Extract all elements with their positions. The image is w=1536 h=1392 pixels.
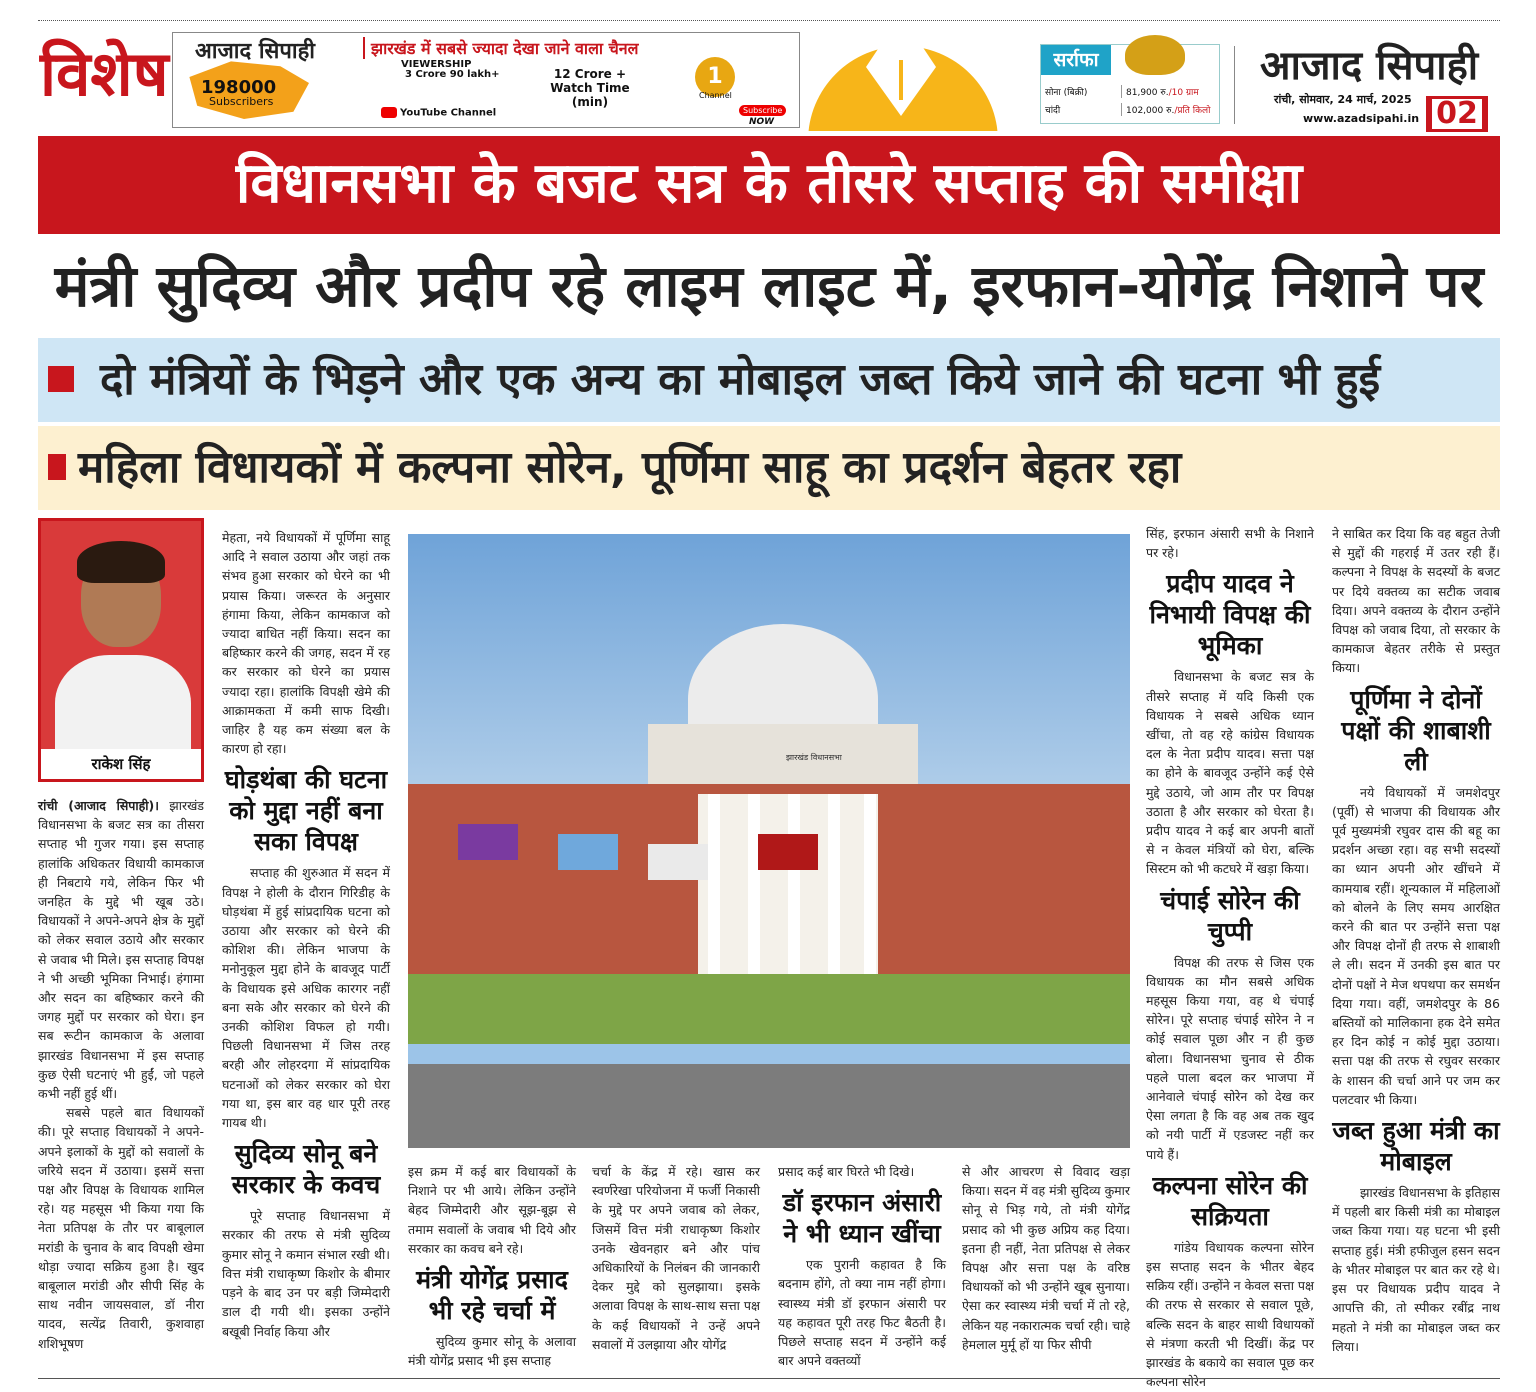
main-headline: मंत्री सुदिव्य और प्रदीप रहे लाइम लाइट में, इरफान-योगेंद्र निशाने पर bbox=[54, 252, 1484, 320]
page-number-badge bbox=[1426, 96, 1488, 132]
subheadline-1 bbox=[38, 338, 1500, 422]
rank-channel-label: Channel bbox=[699, 91, 732, 100]
paragraph: इस क्रम में कई बार विधायकों के निशाने पर भी आये। लेकिन उन्होंने बेहद जिम्मेदारी और सूझ-बूझ से तमाम सवालों के जवाब भी दिये और सरकार का कवच बने रहे। bbox=[408, 1164, 576, 1256]
paragraph: ने साबित कर दिया कि वह बहुत तेजी से मुद्दों की गहराई में उतर रही हैं। कल्पना ने विपक्ष के सदस्यों के बजट पर दिये वक्तव्य का सटीक जवाब दिया। अपने वक्तव्य के दौरान उन्होंने विपक्ष को जवाब दिया, तो सरकार के कामकाज बेहतर तरीके से प्रस्तुत किया। bbox=[1332, 526, 1500, 676]
sarafa-price-value: 102,000 रु. bbox=[1126, 106, 1175, 116]
pen-nib-slit bbox=[899, 60, 903, 100]
article-column-4 bbox=[592, 1162, 760, 1354]
ad-viewership-label: VIEWERSHIP bbox=[401, 59, 472, 70]
youtube-ad-banner[interactable] bbox=[172, 32, 800, 128]
article-column-8 bbox=[1332, 524, 1500, 1356]
gold-bag-icon bbox=[1125, 35, 1185, 75]
subheading: चंपाई सोरेन की चुप्पी bbox=[1160, 885, 1300, 946]
article-column-5 bbox=[778, 1162, 946, 1370]
paragraph bbox=[38, 796, 204, 1103]
photo-lawn bbox=[408, 974, 1130, 1044]
rank-badge: 1 bbox=[695, 57, 735, 97]
paragraph: सप्ताह की शुरुआत में सदन में विपक्ष ने होली के दौरान गिरिडीह के घोड़थंबा में हुई सांप्रदायिक घटना को उठाया और सरकार को घेरने की कोशिश की। लेकिन भाजपा के मनोनुकूल मुद्दा होने के बावजूद पार्टी के विधायक इसे अधिक कारगर नहीं बना सके और सरकार को घेरने की उनकी कोशिश विफल हो गयी। पिछली विधानसभा में जिस तरह बरही और लोहरदगा में सांप्रदायिक घटनाओं को लेकर सरकार को घेरा गया था, इस बार वह धार पूरी तरह गायब थी। bbox=[222, 865, 390, 1131]
sarafa-unit: /प्रति किलो bbox=[1174, 106, 1211, 116]
sarafa-price bbox=[1121, 85, 1199, 98]
paragraph: गांडेय विधायक कल्पना सोरेन इस सप्ताह सदन के भीतर बेहद सक्रिय रहीं। उन्होंने न केवल सत्ता पक्ष की तरफ से सरकार से सवाल पूछे, बल्कि सदन के बाहर साथी विधायकों से मंत्रणा करती भी दिखीं। केंद्र पर झारखंड के बकाये का सवाल पूछ कर कल्पना सोरेन bbox=[1146, 1239, 1314, 1390]
paragraph: सबसे पहले बात विधायकों की। पूरे सप्ताह विधायकों ने अपने-अपने इलाकों के मुद्दों को सवालों के जरिये सदन में उठाया। इसमें सत्ता पक्ष और विपक्ष के विधायक शामिल रहे। यह महसूस भी किया गया कि नेता प्रतिपक्ष के तौर पर बाबूलाल मरांडी के चुनाव के बाद विपक्षी खेमा थोड़ा ज्यादा सक्रिय हुआ है। खुद बाबूलाल मरांडी और सीपी सिंह के साथ नवीन जायसवाल, डॉ नीरा यादव, सत्येंद्र तिवारी, कुशवाहा शशिभूषण bbox=[38, 1105, 204, 1351]
assembly-building-photo bbox=[408, 534, 1130, 1148]
subheading: जब्त हुआ मंत्री का मोबाइल bbox=[1332, 1116, 1500, 1177]
photo-pillar bbox=[748, 794, 760, 984]
subheadline-2 bbox=[38, 426, 1500, 510]
page-number: 02 bbox=[1432, 99, 1482, 129]
author-photo bbox=[38, 518, 204, 782]
ad-channel-name: आजाद सिपाही bbox=[195, 39, 315, 64]
article-column-1 bbox=[38, 796, 204, 1353]
article-column-6 bbox=[962, 1162, 1130, 1354]
sarafa-unit: /10 ग्राम bbox=[1168, 88, 1199, 98]
dateline-lead: रांची (आजाद सिपाही)। bbox=[38, 798, 159, 813]
article-column-2 bbox=[222, 528, 390, 1341]
article-column-3 bbox=[408, 1162, 576, 1370]
paragraph: झारखंड विधानसभा के इतिहास में पहली बार किसी मंत्री का मोबाइल जब्त किया गया। यह घटना भी इसी सप्ताह हुई। मंत्री हफीजुल हसन सदन के भीतर मोबाइल पर बात कर रहे थे। इस पर विधायक प्रदीप यादव ने आपत्ति की, तो स्पीकर रबींद्र नाथ महतो ने मंत्री का मोबाइल जब्त कर लिया। bbox=[1332, 1185, 1500, 1354]
dateline: रांची, सोमवार, 24 मार्च, 2025 bbox=[1274, 93, 1412, 106]
subheadline-2-text: महिला विधायकों में कल्पना सोरेन, पूर्णिमा साहू का प्रदर्शन बेहतर रहा bbox=[78, 442, 1182, 493]
paragraph: सुदिव्य कुमार सोनू के अलावा मंत्री योगेंद्र प्रसाद भी इस सप्ताह bbox=[408, 1334, 576, 1369]
top-rule bbox=[38, 20, 1500, 21]
ad-viewership-value: 3 Crore 90 lakh+ bbox=[405, 69, 500, 80]
subheading: सुदिव्य सोनू बने सरकार के कवच bbox=[231, 1139, 381, 1200]
photo-pillar bbox=[828, 794, 840, 984]
paragraph: नये विधायकों में जमशेदपुर (पूर्वी) से भाजपा की विधायक और पूर्व मुख्यमंत्री रघुवर दास की बहू का प्रदर्शन अच्छा रहा। वह सभी सदस्यों का ध्यान अपनी ओर खींचने में कामयाब रहीं। शून्यकाल में महिलाओं को बोलने के लिए समय आरक्षित करने की बात पर उन्होंने सत्ता पक्ष और विपक्ष दोनों ही तरफ से शाबाशी ले ली। सदन में उनकी इस बात पर दोनों पक्षों ने मेज थपथपा कर समर्थन दिया गया। वहीं, जमशेदपुर के 86 बस्तियों को मालिकाना हक देने समेत हर दिन कोई न कोई मुद्दा उठाया। सत्ता पक्ष की तरफ से रघुवर सरकार के शासन की चर्चा आने पर जम कर पलटवार भी किया। bbox=[1332, 784, 1500, 1107]
subscribe-now-label: NOW bbox=[749, 117, 775, 127]
paragraph: एक पुरानी कहावत है कि बदनाम होंगे, तो क्या नाम नहीं होगा। स्वास्थ्य मंत्री डॉ इरफान अंसारी पर यह कहावत पूरी तरह फिट बैठती है। पिछले सप्ताह सदन में उन्होंने कई बार अपने वक्तव्यों bbox=[778, 1257, 946, 1369]
youtube-icon bbox=[381, 107, 397, 118]
paragraph: विपक्ष की तरफ से जिस एक विधायक का मौन सबसे अधिक महसूस किया गया, वह थे चंपाई सोरेन। पूरे सप्ताह चंपाई सोरेन ने न कोई सवाल पूछा और न ही कुछ बोला। विधानसभा चुनाव से ठीक पहले पाला बदल कर भाजपा में आनेवाले चंपाई सोरेन को देख कर ऐसा लगता है कि वह अब तक खुद को नयी पार्टी में एडजस्ट नहीं कर पाये हैं। bbox=[1146, 954, 1314, 1162]
paragraph: प्रसाद कई बार घिरते भी दिखे। bbox=[778, 1164, 915, 1179]
paragraph-text: झारखंड विधानसभा के बजट सत्र का तीसरा सप्ताह भी गुजर गया। इस सप्ताह हालांकि अधिकतर विधायी कामकाज ही निबटाये गये, लेकिन फिर भी जनहित के मुद्दे भी खूब उठे। विधायकों ने अपने-अपने क्षेत्र के मुद्दों को लेकर सवाल उठाये और सरकार से जवाब भी मिले। इस सप्ताह विपक्ष ने भी अच्छी भूमिका निभाई। हंगामा और सदन का बहिष्कार करने की जगह मुद्दों पर सरकार को घेरा। इन सब रूटीन कामकाज के अलावा झारखंड विधानसभा में इस सप्ताह कुछ ऐसी घटनाएं भी हुईं, जो पहले कभी नहीं हुई थीं। bbox=[38, 798, 204, 1102]
subscribe-button[interactable]: Subscribe bbox=[739, 105, 786, 116]
subheading: घोड़थंबा की घटना को मुद्दा नहीं बना सका विपक्ष bbox=[224, 765, 388, 857]
subheading: कल्पना सोरेन की सक्रियता bbox=[1152, 1170, 1308, 1231]
flag-purple bbox=[458, 824, 518, 860]
ad-divider bbox=[363, 37, 365, 59]
sarafa-box bbox=[1040, 44, 1220, 124]
flag-white bbox=[648, 844, 708, 880]
paragraph: पूरे सप्ताह विधानसभा में सरकार की तरफ से मंत्री सुदिव्य कुमार सोनू ने कमान संभाल रखी थी। वित्त मंत्री राधाकृष्ण किशोर के बीमार पड़ने के बाद उन पर बड़ी जिम्मेदारी डाल दी गयी थी। इसका उन्होंने बखूबी निर्वाह किया और bbox=[222, 1208, 390, 1339]
flag-red bbox=[758, 834, 818, 870]
ad-slogan: झारखंड में सबसे ज्यादा देखा जाने वाला चैनल bbox=[371, 39, 639, 58]
subheadline-1-bar bbox=[38, 338, 1500, 422]
bullet-icon bbox=[48, 366, 74, 392]
article-column-7 bbox=[1146, 524, 1314, 1392]
sarafa-title: सर्राफा bbox=[1041, 45, 1111, 75]
flag-blue bbox=[558, 834, 618, 870]
sarafa-price bbox=[1121, 103, 1210, 116]
subheading: मंत्री योगेंद्र प्रसाद भी रहे चर्चा में bbox=[416, 1265, 568, 1326]
author-hair bbox=[77, 541, 165, 583]
paragraph: से और आचरण से विवाद खड़ा किया। सदन में वह मंत्री सुदिव्य कुमार सोनू से भिड़ गये, तो मंत्री योगेंद्र प्रसाद को भी कुछ अप्रिय कह दिया। इतना ही नहीं, नेता प्रतिपक्ष से लेकर विपक्ष और सत्ता पक्ष के वरिष्ठ विधायकों को भी उन्होंने खूब सुनाया। ऐसा कर स्वास्थ्य मंत्री चर्चा में तो रहे, लेकिन यह नकारात्मक चर्चा रही। चाहे हेमलाल मुर्मू हों या फिर सीपी bbox=[962, 1164, 1130, 1352]
ad-subscriber-count: 198000 bbox=[201, 77, 277, 98]
sarafa-item: चांदी bbox=[1045, 106, 1061, 116]
bullet-icon bbox=[48, 454, 66, 480]
subheading: पूर्णिमा ने दोनों पक्षों की शाबाशी ली bbox=[1341, 684, 1491, 776]
ad-subscriber-label: Subscribers bbox=[209, 95, 274, 108]
kicker-bar bbox=[38, 136, 1500, 234]
ad-watch-time: 12 Crore + Watch Time (min) bbox=[550, 67, 630, 109]
subheadline-1-text: दो मंत्रियों के भिड़ने और एक अन्य का मोबाइल जब्त किये जाने की घटना भी हुई bbox=[100, 354, 1381, 405]
sarafa-item: सोना (बिक्री) bbox=[1045, 88, 1088, 98]
paragraph: सिंह, इरफान अंसारी सभी के निशाने पर रहे। bbox=[1146, 526, 1314, 561]
photo-pillar bbox=[788, 794, 800, 984]
subheading: डॉ इरफान अंसारी ने भी ध्यान खींचा bbox=[782, 1188, 942, 1249]
building-sign: झारखंड विधानसभा bbox=[786, 753, 842, 762]
photo-road bbox=[408, 1064, 1130, 1148]
paragraph: मेहता, नये विधायकों में पूर्णिमा साहू आदि ने सवाल उठाया और जहां तक संभव हुआ सरकार को घेरने का भी प्रयास किया। जरूरत के अनुसार हंगामा किया, लेकिन कामकाज को ज्यादा बाधित नहीं किया। सदन का बहिष्कार करने की जगह, सदन में रह कर सरकार को घेरने का प्रयास ज्यादा रहा। हालांकि विपक्षी खेमे की आक्रामकता में कमी साफ दिखी। जाहिर है यह कम संख्या बल के कारण हो रहा। bbox=[222, 530, 390, 757]
paragraph: विधानसभा के बजट सत्र के तीसरे सप्ताह में यदि किसी एक विधायक ने सबसे अधिक ध्यान खींचा, तो वह रहे कांग्रेस विधायक दल के नेता प्रदीप यादव। सत्ता पक्ष का होने के बावजूद उन्होंने कई ऐसे मुद्दे उठाये, जो आम तौर पर विपक्ष उठाता है और सरकार को घेरता है। प्रदीप यादव ने कई बार अपनी बातों से न केवल मंत्रियों को घेरा, बल्कि सिस्टम को भी कटघरे में खड़ा किया। bbox=[1146, 669, 1314, 877]
kicker-headline: विधानसभा के बजट सत्र के तीसरे सप्ताह की समीक्षा bbox=[235, 151, 1303, 216]
bottom-rule bbox=[38, 1378, 1500, 1379]
author-name: राकेश सिंह bbox=[41, 749, 201, 779]
paper-name: आजाद सिपाही bbox=[1260, 42, 1479, 89]
subheading: प्रदीप यादव ने निभायी विपक्ष की भूमिका bbox=[1149, 569, 1311, 661]
sarafa-price-value: 81,900 रु. bbox=[1126, 88, 1169, 98]
section-title: विशेष bbox=[40, 37, 169, 110]
youtube-channel-label bbox=[381, 107, 496, 119]
masthead-divider bbox=[1234, 46, 1235, 124]
photo-pillar bbox=[864, 794, 876, 984]
youtube-text: YouTube Channel bbox=[400, 107, 497, 119]
website-link[interactable]: www.azadsipahi.in bbox=[1303, 112, 1420, 125]
photo-pillar bbox=[708, 794, 720, 984]
subheadline-2-bar bbox=[38, 426, 1500, 510]
paragraph: चर्चा के केंद्र में रहे। खास कर स्वर्णरेखा परियोजना में फर्जी निकासी के मुद्दे पर अपने जवाब को लेकर, जिसमें वित्त मंत्री राधाकृष्ण किशोर उनके खेवनहार बने और पांच अधिकारियों के निलंबन की जानकारी देकर मुद्दे को सुलझाया। इसके अलावा विपक्ष के साथ-साथ सत्ता पक्ष के कई विधायकों ने उन्हें अपने सवालों में उलझाया और योगेंद्र bbox=[592, 1164, 760, 1352]
